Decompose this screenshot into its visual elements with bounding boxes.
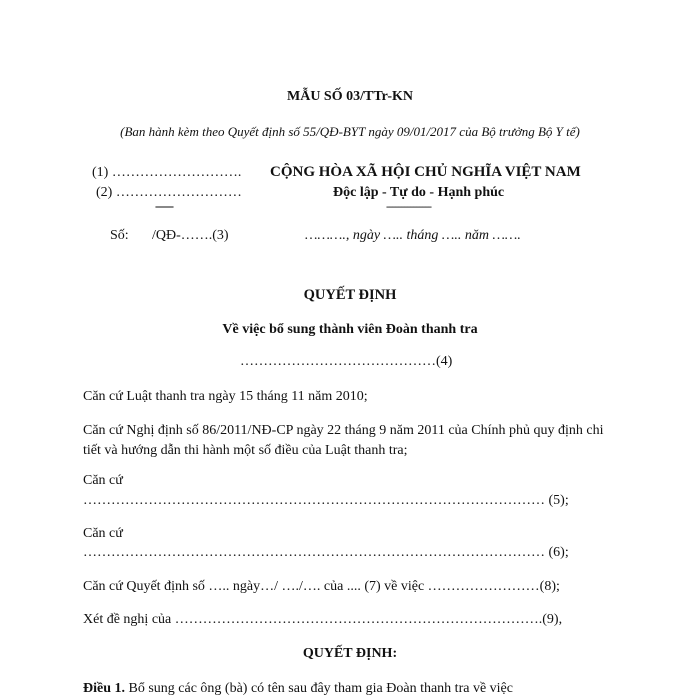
basis-decree: Căn cứ Nghị định số 86/2011/NĐ-CP ngày 22 tháng 9 năm 2011 của Chính phủ quy định chi tiết và hướng dẫn thi hành một số điều của Luật thanh tra; xyxy=(83,423,604,458)
form-number: MẪU SỐ 03/TTr-KN xyxy=(287,89,413,104)
proposal: Xét đề nghị của …………………………………………………………………….(9), xyxy=(83,612,563,627)
basis-5-dots: ……………………………………………………………………………………… (5); xyxy=(83,493,569,508)
number-label: Số: xyxy=(110,228,129,243)
agency-line-1: (1) ………………………. xyxy=(92,165,242,180)
place-date: ………., ngày ….. tháng ….. năm ……. xyxy=(305,228,521,243)
article-1-label: Điều 1. xyxy=(83,681,125,696)
nation-name: CỘNG HÒA XÃ HỘI CHỦ NGHĨA VIỆT NAM xyxy=(270,164,581,180)
basis-5-label: Căn cứ xyxy=(83,473,123,488)
decision-subject: Về việc bổ sung thành viên Đoàn thanh tra xyxy=(222,322,478,337)
article-1 xyxy=(83,681,513,697)
nation-divider: --------------- xyxy=(386,199,431,213)
basis-6-label: Căn cứ xyxy=(83,526,123,541)
decision-authority: ……………………………………(4) xyxy=(240,354,453,369)
basis-8: Căn cứ Quyết định số ….. ngày…/ …./…. của .... (7) về việc ……………………(8); xyxy=(83,579,560,594)
agency-line-2: (2) ……………………… xyxy=(96,185,242,200)
decision-number: /QĐ-…….(3) xyxy=(152,228,229,243)
decision-title: QUYẾT ĐỊNH xyxy=(303,287,397,303)
agency-divider: ------ xyxy=(155,199,173,213)
decides-heading: QUYẾT ĐỊNH: xyxy=(302,646,398,661)
article-1-text: Bổ sung các ông (bà) có tên sau đây tham gia Đoàn thanh tra về việc xyxy=(125,681,513,696)
nation-motto: Độc lập - Tự do - Hạnh phúc xyxy=(333,185,505,200)
basis-law: Căn cứ Luật thanh tra ngày 15 tháng 11 năm 2010; xyxy=(83,389,368,404)
issued-note: (Ban hành kèm theo Quyết định số 55/QĐ-BYT ngày 09/01/2017 của Bộ trưởng Bộ Y tế) xyxy=(120,124,580,139)
basis-6-dots: ……………………………………………………………………………………… (6); xyxy=(83,545,569,560)
